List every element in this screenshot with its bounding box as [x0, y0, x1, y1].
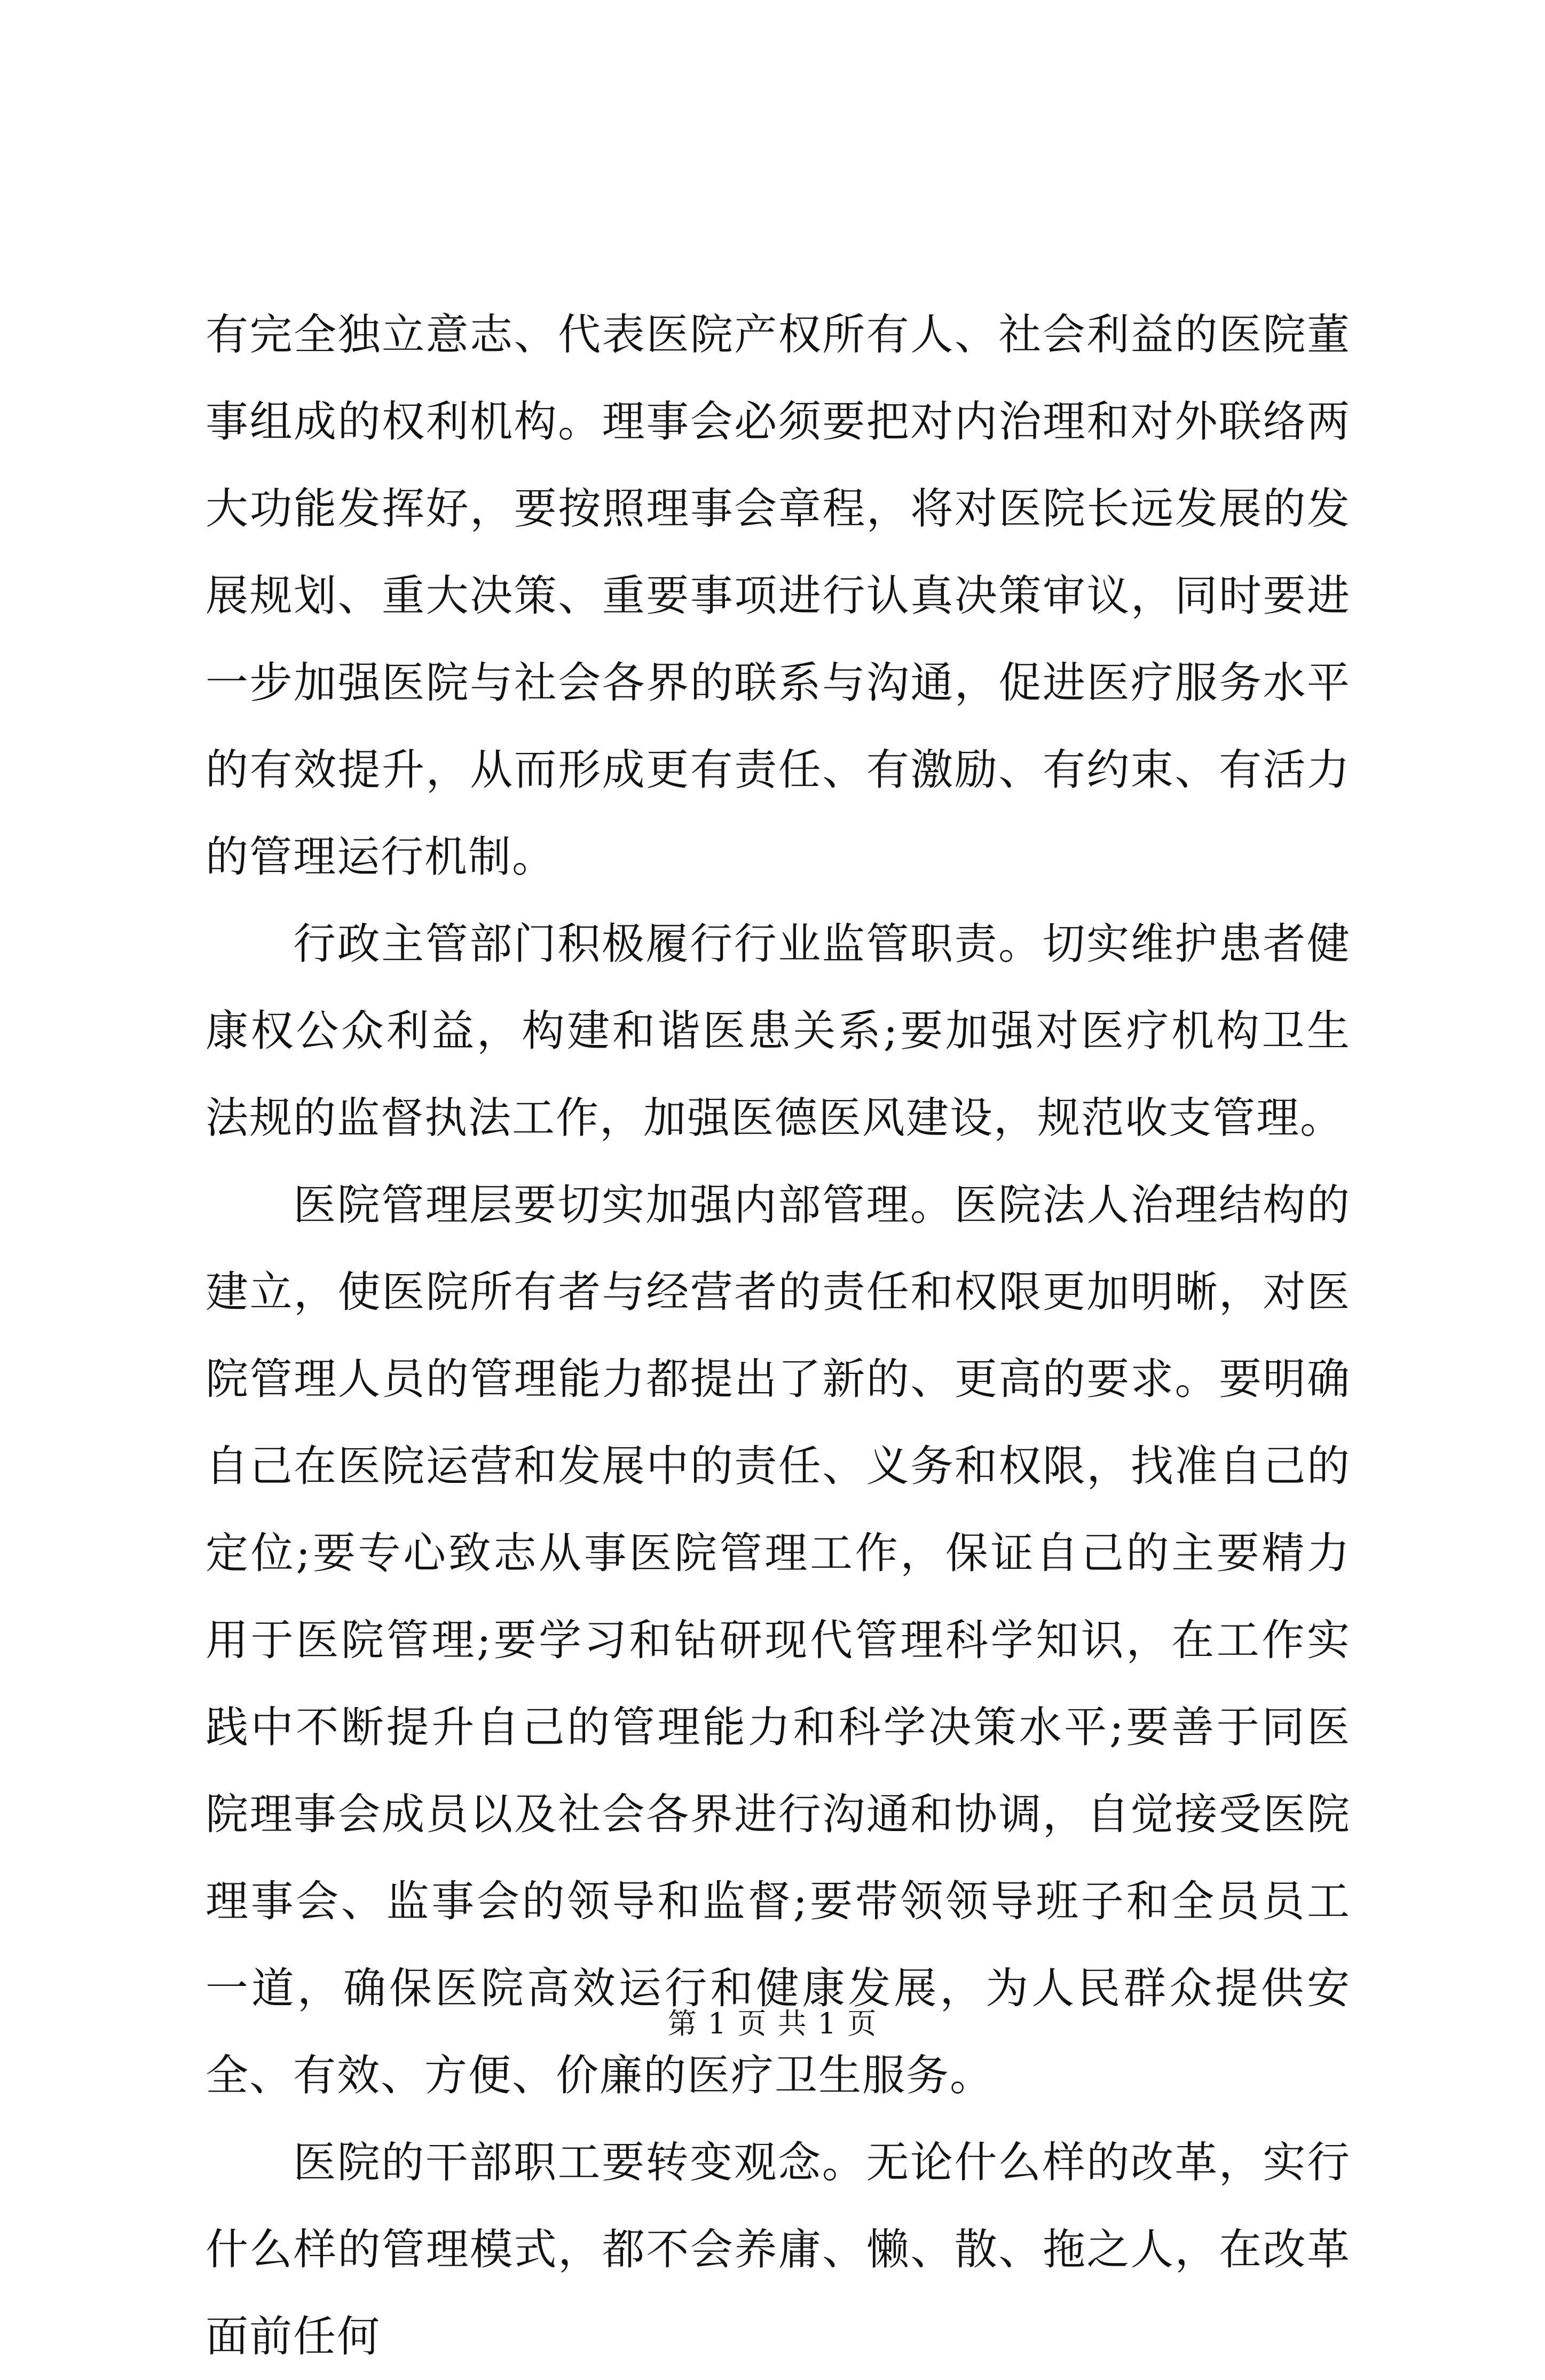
paragraph-governance-board: 有完全独立意志、代表医院产权所有人、社会利益的医院董事组成的权利机构。理事会必须要把对内治理和对外联络两大功能发挥好，要按照理事会章程，将对医院长远发展的发展规划、重大决策、重要事项进行认真决策审议，同时要进一步加强医院与社会各界的联系与沟通，促进医疗服务水平的有效提升，从而形成更有责任、有激励、有约束、有活力的管理运行机制。: [206, 310, 1351, 882]
paragraph-administrative-supervision: 行政主管部门积极履行行业监管职责。切实维护患者健康权公众利益，构建和谐医患关系;要加强对医疗机构卫生法规的监督执法工作，加强医德医风建设，规范收支管理。: [206, 919, 1351, 1143]
paragraph-hospital-management: 医院管理层要切实加强内部管理。医院法人治理结构的建立，使医院所有者与经营者的责任和权限更加明晰，对医院管理人员的管理能力都提出了新的、更高的要求。要明确自己在医院运营和发展中的责任、义务和权限，找准自己的定位;要专心致志从事医院管理工作，保证自己的主要精力用于医院管理;要学习和钻研现代管理科学知识，在工作实践中不断提升自己的管理能力和科学决策水平;要善于同医院理事会成员以及社会各界进行沟通和协调，自觉接受医院理事会、监事会的领导和监督;要带领领导班子和全员员工一道，确保医院高效运行和健康发展，为人民群众提供安全、有效、方便、价廉的医疗卫生服务。: [206, 1180, 1351, 2100]
document-body: [206, 291, 1351, 2380]
paragraph-staff-mindset: 医院的干部职工要转变观念。无论什么样的改革，实行什么样的管理模式，都不会养庸、懒、散、拖之人，在改革面前任何: [206, 2138, 1351, 2361]
page-number-footer: 第 1 页 共 1 页: [667, 2007, 878, 2040]
